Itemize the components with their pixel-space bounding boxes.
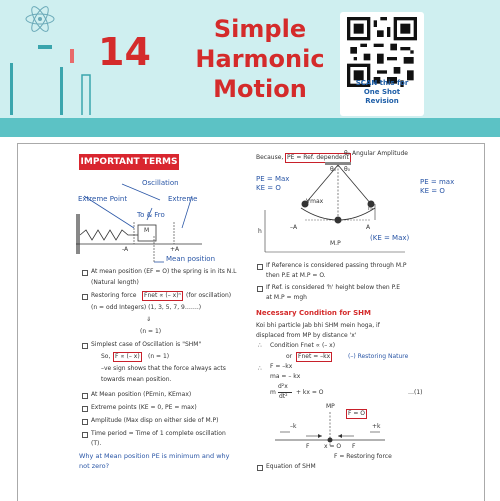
bullet [82, 270, 88, 276]
bullet [257, 286, 263, 292]
equation: d²x [278, 383, 288, 390]
text-line: At Mean position (PEmin, KEmax) [91, 391, 192, 398]
bullet [82, 294, 88, 300]
label-pe-max-left: PE = Max [256, 175, 290, 183]
text-line: Time period = Time of 1 complete oscillation [91, 430, 226, 437]
equation: ma = – kx [270, 373, 301, 380]
text-line: Equation of SHM [266, 463, 316, 470]
bullet [257, 465, 263, 471]
label-force-right: F [352, 443, 356, 450]
bullet [82, 343, 88, 349]
therefore-icon: ∴ [258, 365, 262, 372]
label-x-zero: x = O [324, 443, 342, 450]
text-line: Because, [256, 154, 284, 161]
formula-box: PE = Ref. dependent [287, 154, 349, 161]
text-line: or [286, 353, 293, 360]
label-mean-position: M.P [330, 240, 341, 247]
equation: + kx = O [296, 389, 324, 396]
bullet [82, 406, 88, 412]
formula-box: F ∝ (– x) [115, 353, 140, 360]
label-ke-zero-right: KE = O [420, 187, 445, 195]
question-text: Why at Mean position PE is minimum and why [79, 452, 230, 460]
qr-code-icon [347, 17, 417, 87]
text-line: Simplest case of Oscillation is "SHM" [91, 341, 202, 348]
label-theta: θ₀ [344, 166, 351, 173]
text-line: If Ref. is considered 'h' height below then P.E [266, 284, 401, 291]
therefore-icon: ∴ [258, 342, 262, 349]
equation-tag: …(1) [408, 389, 423, 396]
label-plus-k: +k [372, 423, 381, 430]
label-ke-max: (KE = Max) [370, 234, 410, 242]
text-line: At mean position (EF = O) the spring is in its N.L [91, 268, 237, 275]
text-line: Koi bhi particle Jab bhi SHM mein hoga, if [256, 322, 380, 329]
header-band [0, 118, 500, 137]
label-minus-a: -A [122, 246, 129, 253]
bullet [82, 432, 88, 438]
label-mean-position: Mean position [166, 255, 216, 263]
text-line: If Reference is considered passing through M.P [266, 262, 407, 269]
text-line: displaced from MP by distance 'x' [256, 332, 357, 339]
text-line: –ve sign shows that the force always acts [101, 365, 226, 372]
spring-mass-diagram [72, 178, 242, 273]
text-line: towards mean position. [101, 376, 172, 383]
label-theta: θ₀ [330, 166, 337, 173]
text-line: at M.P = mgh [266, 294, 307, 301]
qr-caption: SCAN this for One Shot Revision [355, 79, 409, 105]
text-line: ⇓ [146, 316, 152, 323]
bullet [82, 393, 88, 399]
text-line: (n = 1) [140, 328, 162, 335]
section-title-necessary-condition: Necessary Condition for SHM [256, 309, 371, 317]
formula-box: Fnet ∝ (– x)ⁿ [144, 292, 181, 299]
question-text: not zero? [79, 462, 110, 470]
text-line: (–) Restoring Nature [348, 353, 409, 360]
label-angular-amplitude: θ₀ Angular Amplitude [344, 150, 408, 157]
atom-decoration-icon [10, 5, 100, 115]
text-line: (T). [91, 440, 102, 447]
label-mp: MP [326, 403, 335, 410]
text-line: (for oscillation) [186, 292, 232, 299]
label-force-left: F [306, 443, 310, 450]
equation: dt² [279, 393, 288, 400]
label-a: A [366, 224, 371, 231]
text-line: (n = odd Integers) (1, 3, 5, 7, 9…….) [91, 304, 202, 311]
bullet [257, 264, 263, 270]
label-vmax: Vmax [306, 198, 324, 205]
chapter-title: Simple Harmonic Motion [195, 15, 325, 103]
text-line: Extreme points (KE = 0, PE = max) [91, 404, 197, 411]
section-title-important-terms: IMPORTANT TERMS [79, 154, 179, 170]
label-restoring-force: F = Restoring force [334, 453, 392, 460]
text-line: (n = 1) [148, 353, 170, 360]
label-hr: hᵣ [368, 205, 374, 212]
text-line: Amplitude (Max disp on either side of M.P) [91, 417, 219, 424]
equation: m [270, 389, 276, 396]
label-oscillation: Oscillation [142, 179, 179, 187]
label-minus-a: –A [290, 224, 298, 231]
chapter-number: 14 [98, 30, 151, 74]
text-line: (Natural length) [91, 279, 139, 286]
bullet [82, 419, 88, 425]
equation: F = –kx [270, 363, 293, 370]
text-line: So, [101, 353, 111, 360]
label-mass-m: M [144, 227, 150, 234]
text-line: Restoring force [91, 292, 137, 299]
label-pe-max-right: PE = max [420, 178, 455, 186]
formula-box: F = O [348, 410, 366, 417]
text-line: Condition Fnet ∝ (– x) [270, 342, 336, 349]
label-to-fro: To & Fro [137, 211, 165, 219]
label-h: h [258, 228, 262, 235]
label-extreme: Extreme [168, 195, 198, 203]
text-line: then P.E at M.P = O. [266, 272, 326, 279]
label-ke-zero-left: KE = O [256, 184, 281, 192]
label-plus-a: +A [170, 246, 180, 253]
label-extreme-point: Extreme Point [78, 195, 128, 203]
chapter-header [0, 0, 500, 137]
formula-box: Fnet = –kx [298, 353, 331, 360]
label-minus-k: –k [290, 423, 297, 430]
